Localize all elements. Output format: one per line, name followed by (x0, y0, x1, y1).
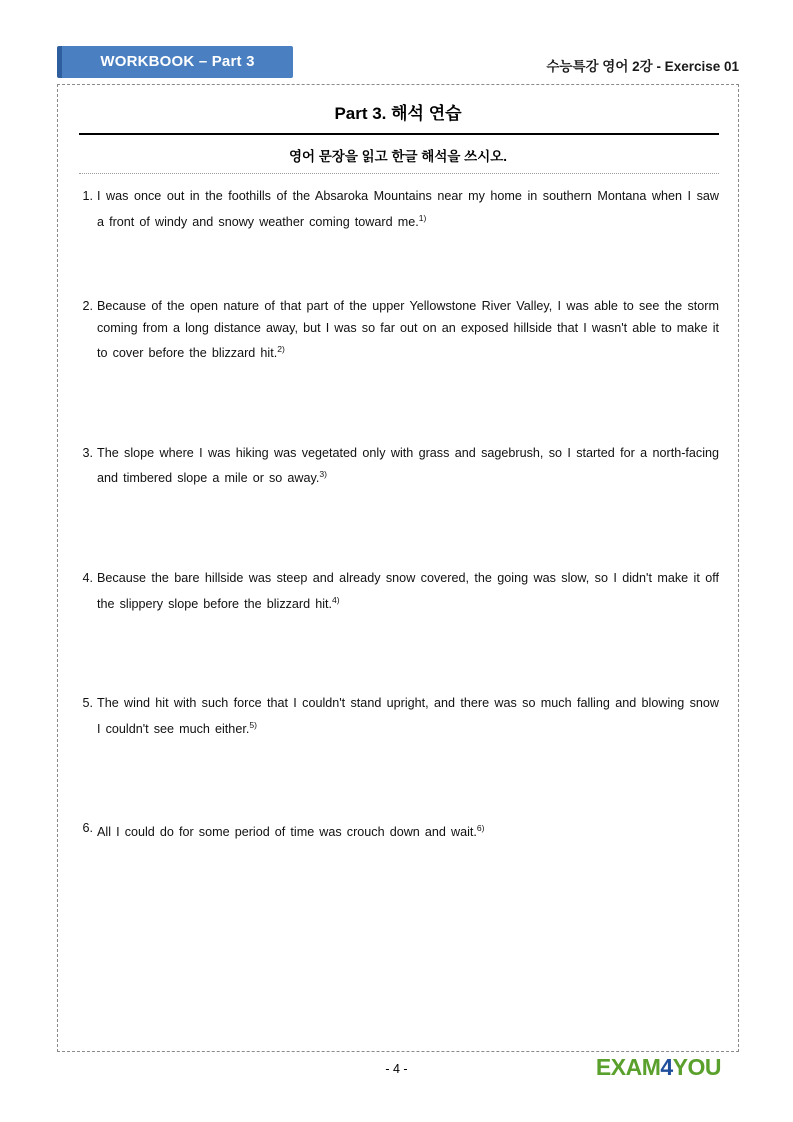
content-frame (57, 84, 739, 1052)
question-text: Because of the open nature of that part of the upper Yellowstone River Valley, I was able to see the storm coming from a long distance away, but I was so far out on an exposed hillside that I wasn't able to make it to cover before the blizzard hit.$^{2)}$ (97, 299, 719, 361)
footnote-marker: 5) (249, 719, 257, 730)
question-number: 2. (82, 299, 93, 314)
instruction-text: 영어 문장을 읽고 한글 해석을 쓰시오. (288, 149, 508, 164)
footnote-marker: 1) (418, 212, 427, 223)
instruction-divider (79, 173, 719, 174)
question-list (79, 186, 719, 844)
brand-text-you: YOU (672, 1054, 721, 1080)
list-item (79, 818, 719, 844)
workbook-tab (57, 46, 293, 78)
question-text: The wind hit with such force that I couldn't stand upright, and there was so much falling and blowing snow I couldn't see much either.$^{5)}$ (97, 696, 719, 736)
list-item (79, 568, 719, 615)
question-number: 6. (82, 821, 93, 836)
exercise-label: 수능특강 영어 2강 - Exercise 01 (546, 59, 739, 74)
footnote-marker: 6) (476, 823, 485, 834)
brand-text-exam: EXAM (595, 1054, 661, 1080)
brand-text-four: 4 (660, 1054, 673, 1080)
page-header (57, 46, 739, 80)
question-number: 1. (82, 189, 93, 203)
list-item (79, 296, 719, 365)
page-number: - 4 - (385, 1062, 408, 1076)
question-number: 5. (82, 696, 93, 711)
question-text: All I could do for some period of time was crouch down and wait.$^{6)}$ (97, 823, 485, 840)
question-text: I was once out in the foothills of the Absaroka Mountains near my home in southern Montana when I saw a front of windy and snowy weather coming toward me.$^{1)}$ (97, 189, 719, 229)
page-title: Part 3. 해석 연습 (334, 104, 462, 123)
question-number: 4. (82, 571, 93, 586)
footnote-marker: 4) (332, 594, 340, 605)
question-text: The slope where I was hiking was vegetated only with grass and sagebrush, so I started for a north-facing and timbered slope a mile or so away.$^{3)}$ (97, 445, 719, 486)
question-number: 3. (82, 445, 93, 460)
brand-logo (596, 1054, 721, 1081)
footnote-marker: 2) (277, 344, 285, 355)
footnote-marker: 3) (319, 469, 328, 480)
list-item (79, 443, 719, 490)
workbook-tab-label: WORKBOOK – Part 3 (100, 53, 255, 70)
list-item (79, 693, 719, 740)
list-item (79, 186, 719, 233)
question-text: Because the bare hillside was steep and already snow covered, the going was slow, so I didn't make it off the slippery slope before the blizzard hit.$^{4)}$ (97, 571, 719, 611)
title-divider (79, 133, 719, 135)
